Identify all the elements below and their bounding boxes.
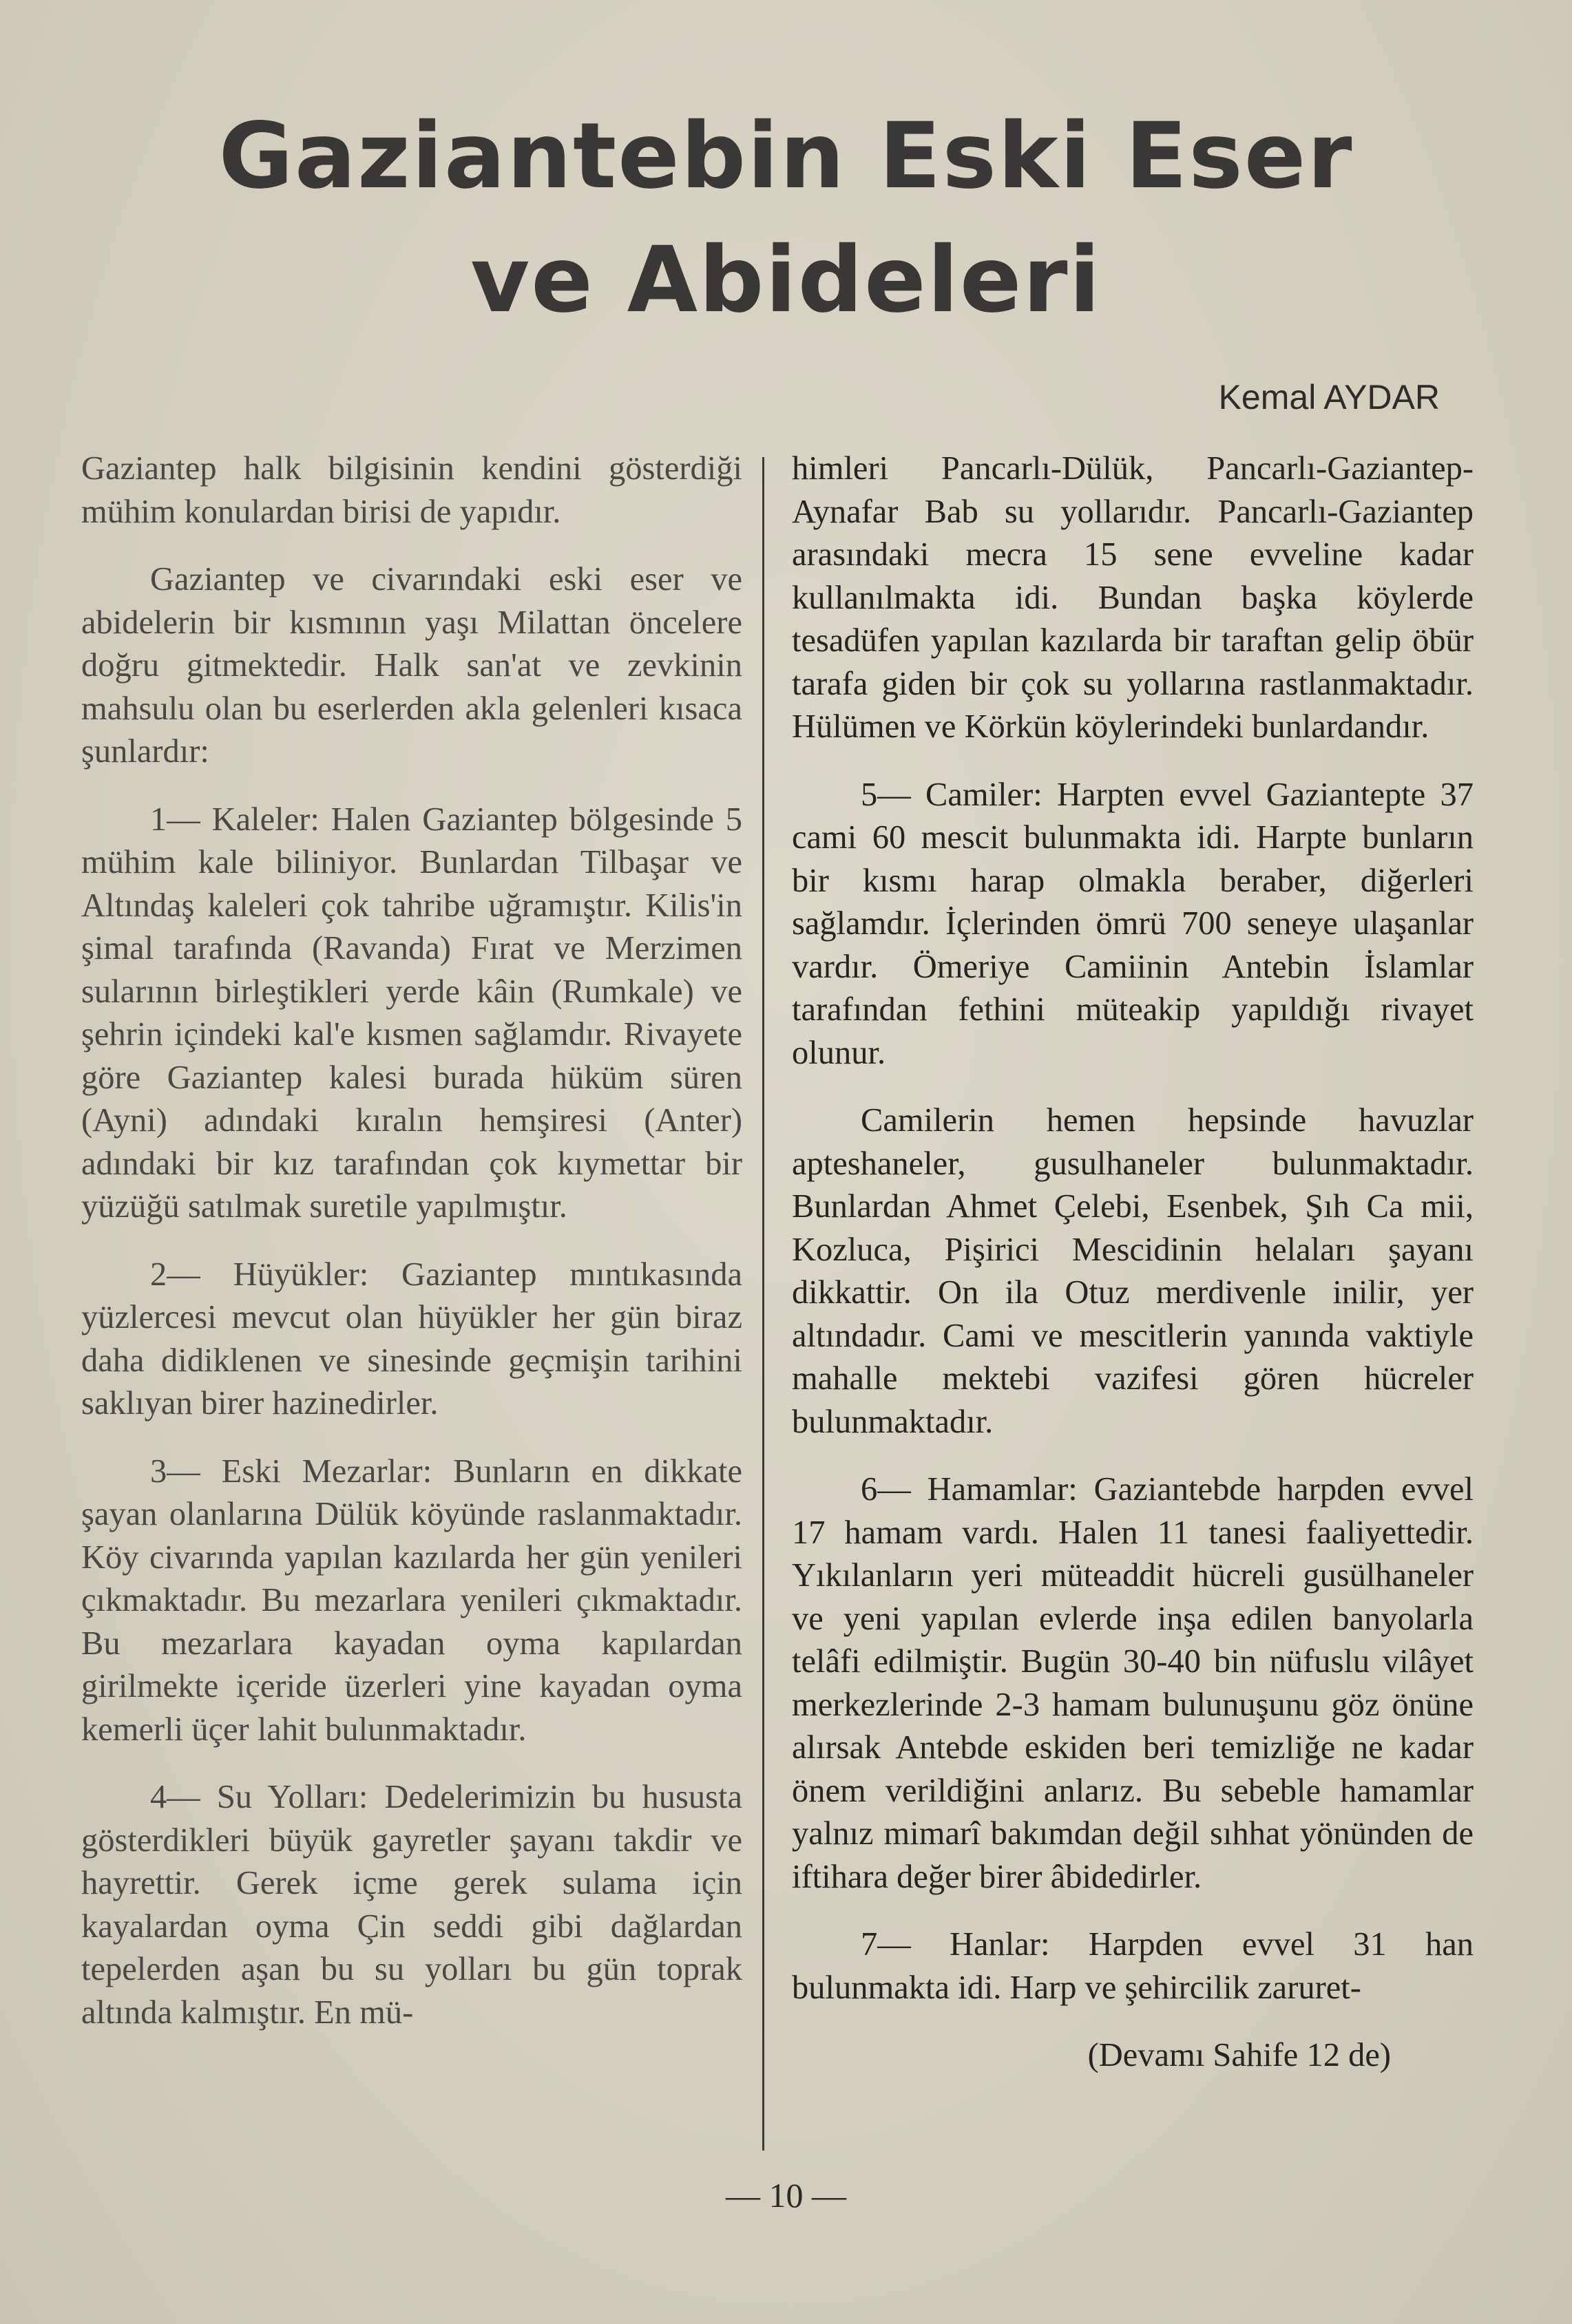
continuation-note: (Devamı Sahife 12 de) [1087,2037,1391,2073]
author-name: Kemal AYDAR [1218,378,1440,416]
paragraph: 3— Eski Mezarlar: Bunların en dikkate şayan olanlarına Dülük köyünde raslanmaktadır. Köy civarında yapılan kazılarda her gün yenileri çıkmaktadır. Bu mezarlara yenileri çıkmaktadır. Bu mezarlara kayadan oyma kapılardan girilmekte içeride üzerleri yine kayadan oyma kemerli üçer lahit bulunmaktadır. [81,1452,742,1748]
paragraph: 2— Hüyükler: Gaziantep mıntıkasında yüzlercesi mevcut olan hüyükler her gün biraz daha didiklenen ve sinesinde geçmişin tarihini saklıyan birer hazinedirler. [81,1256,742,1422]
paragraph: 5— Camiler: Harpten evvel Gaziantepte 37 cami 60 mescit bulunmakta idi. Harpte bunların bir kısmı harap olmakla beraber, diğerleri sağlamdır. İçlerinden ömrü 700 seneye ulaşanlar vardır. Ömeriye Camiinin Antebin İslamlar tarafından fethini müteakip yapıldığı rivayet olunur. [792,776,1474,1071]
left-column [81,447,742,2059]
page-number: — 10 — [726,2176,846,2215]
right-column [792,447,1474,2102]
paragraph: himleri Pancarlı-Dülük, Pancarlı-Gaziantep-Aynafar Bab su yollarıdır. Pancarlı-Gaziantep arasındaki mecra 15 sene evveline kadar kullanılmakta idi. Bundan başka köylerde tesadüfen yapılan kazılarda bir taraftan gelip öbür tarafa giden bir çok su yollarına rastlanmaktadır. Hülümen ve Körkün köylerindeki bunlardandır. [792,450,1474,745]
article-title-line2: ve Abideleri [470,227,1102,333]
paragraph: 7— Hanlar: Harpden evvel 31 han bulunmakta idi. Harp ve şehircilik zaruret- [792,1926,1474,2006]
column-divider [762,457,764,2151]
paragraph: 4— Su Yolları: Dedelerimizin bu hususta gösterdikleri büyük gayretler şayanı takdir ve hayrettir. Gerek içme gerek sulama için kayalardan oyma Çin seddi gibi dağlardan tepelerden aşan bu su yolları bu gün toprak altında kalmıştır. En mü- [81,1779,742,2031]
article-title-line1: Gaziantebin Eski Eser [218,103,1354,209]
paragraph: Gaziantep halk bilgisinin kendini gösterdiği mühim konulardan birisi de yapıdır. [81,450,742,530]
paragraph: 6— Hamamlar: Gaziantebde harpden evvel 17 hamam vardı. Halen 11 tanesi faaliyettedir. Yıkılanların yeri müteaddit hücreli gusülhaneler ve yeni yapılan evlerde inşa edilen banyolarla telâfi edilmiştir. Bugün 30-40 bin nüfuslu vilâyet merkezlerinde 2-3 hamam bulunuşunu göz önüne alırsak Antebde eskiden beri temizliğe ne kadar önem verildiğini anlarız. Bu sebeble hamamlar yalnız mimarî bakımdan değil sıhhat yönünden de iftihara değer birer âbidedirler. [792,1471,1474,1895]
paragraph: 1— Kaleler: Halen Gaziantep bölgesinde 5 mühim kale biliniyor. Bunlardan Tilbaşar ve Altındaş kaleleri çok tahribe uğramıştır. Kilis'in şimal tarafında (Ravanda) Fırat ve Merzimen sularının birleştikleri yerde kâin (Rumkale) ve şehrin içindeki kal'e kısmen sağlamdır. Rivayete göre Gaziantep kalesi burada hüküm süren (Ayni) adındaki kıralın hemşiresi (Anter) adındaki bir kız tarafından çok kıymettar bir yüzüğü satılmak suretile yapılmıştır. [81,801,742,1225]
paragraph: Gaziantep ve civarındaki eski eser ve abidelerin bir kısmının yaşı Milattan öncelere doğru gitmektedir. Halk san'at ve zevkinin mahsulu olan bu eserlerden akla gelenleri kısaca şunlardır: [81,561,742,770]
paragraph: Camilerin hemen hepsinde havuzlar apteshaneler, gusulhaneler bulunmaktadır. Bunlardan Ahmet Çelebi, Esenbek, Şıh Ca mii, Kozluca, Pişirici Mescidinin helaları şayanı dikkattir. On ila Otuz merdivenle inilir, yer altındadır. Cami ve mescitlerin yanında vaktiyle mahalle mektebi vazifesi gören hücreler bulunmaktadır. [792,1102,1474,1440]
